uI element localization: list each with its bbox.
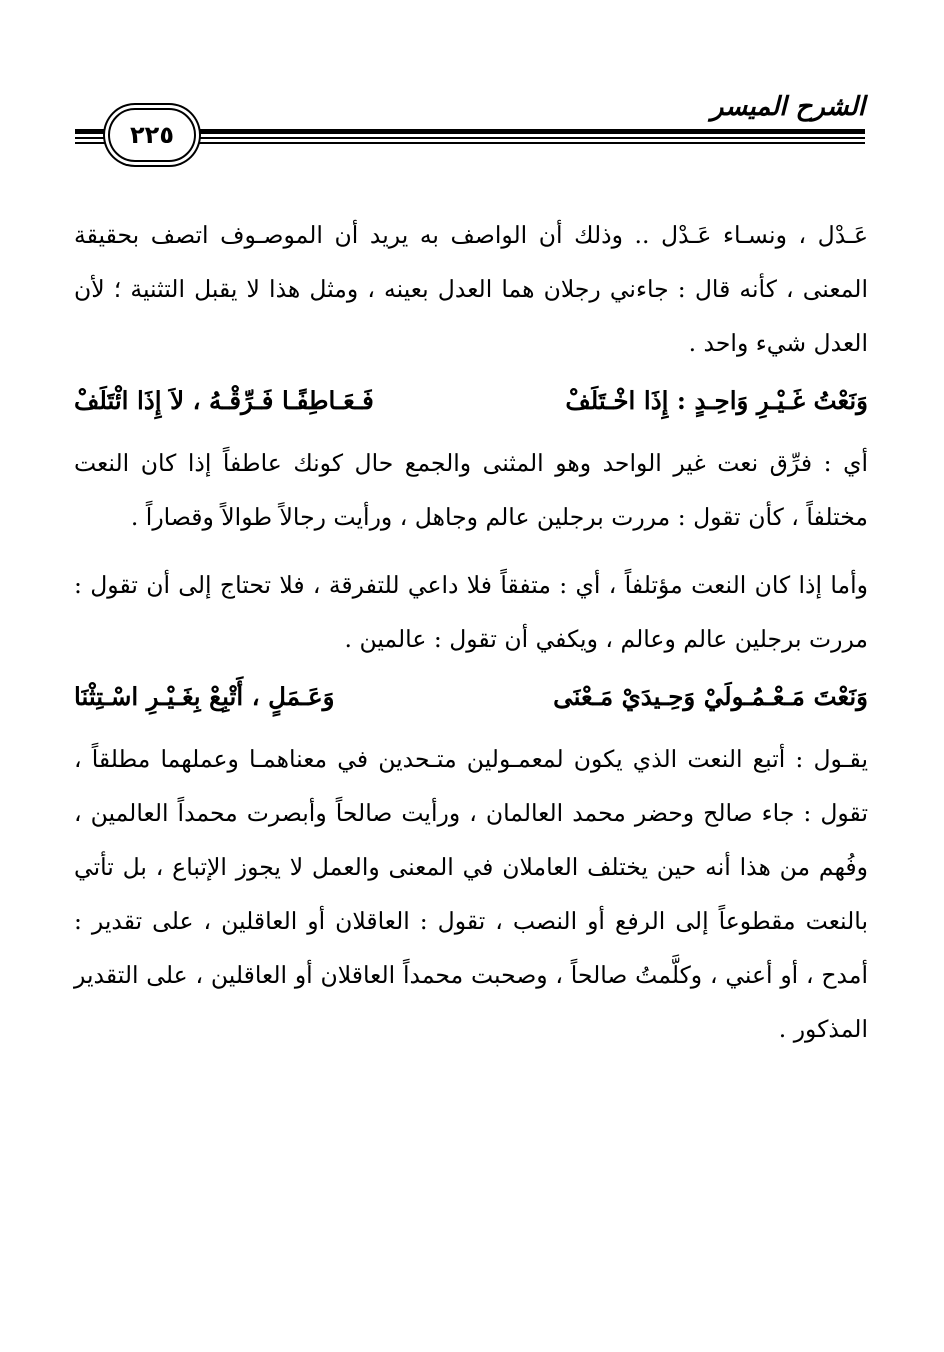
- verse-first-hemistich: وَنَعْتَ مَـعْـمُـولَيْ وَحِـيدَيْ مَـعْنَى: [553, 681, 868, 711]
- page-number-badge: [108, 108, 196, 162]
- commentary-paragraph: أي : فرِّق نعت غير الواحد وهو المثنى والجمع حال كونك عاطفاً إذا كان النعت مختلفاً ، كأن تقول : مررت برجلين عالم وجاهل ، ورأيت رجالاً طوالاً وقصاراً .: [74, 449, 868, 531]
- verse-second-hemistich: فَـعَـاطِفًـا فَـرِّقْـهُ ، لاَ إِذَا ائْتَلَفْ: [74, 385, 374, 415]
- poem-verse: [74, 666, 868, 726]
- commentary-paragraph: وأما إذا كان النعت مؤتلفاً ، أي : متفقاً فلا داعي للتفرقة ، فلا تحتاج إلى أن تقول : مررت برجلين عالم وعالم ، ويكفي أن تقول : عالمين .: [74, 571, 868, 653]
- commentary-paragraph: عَـدْل ، ونسـاء عَـدْل .. وذلك أن الواصف به يريد أن الموصـوف اتصف بحقيقة المعنى ، كأنه قال : جاءني رجلان هما العدل بعينه ، ومثل هذا لا يقبل التثنية ؛ لأن العدل شيء واحد .: [74, 221, 868, 357]
- verse-first-hemistich: وَنَعْتُ غَـيْـرِ وَاحِـدٍ : إِذَا اخْـتَلَفْ: [565, 385, 868, 415]
- commentary-paragraph: يقـول : أتبع النعت الذي يكون لمعمـولين متـحدين في معناهمـا وعملهما مطلقاً ، تقول : جاء صالح وحضر محمد العالمان ، ورأيت صالحاً وأبصرت محمداً العالمين ، وفُهم من هذا أنه حين يختلف العاملان في المعنى والعمل لا يجوز الإتباع ، بل تأتي بالنعت مقطوعاً إلى الرفع أو النصب ، تقول : العاقلان أو العاقلين ، على تقدير : أمدح ، أو أعني ، وكلَّمتُ صالحاً ، وصحبت محمداً العاقلان أو العاقلين ، على التقدير المذكور .: [74, 745, 868, 1043]
- poem-verse: [74, 370, 868, 430]
- page-body: [74, 208, 868, 1056]
- book-title: الشرح الميسر: [710, 92, 865, 122]
- verse-second-hemistich: وَعَـمَلٍ ، أَتْبِعْ بِغَـيْـرِ اسْـتِثْنَا: [74, 681, 335, 711]
- page-number: ٢٢٥: [130, 121, 174, 149]
- page-header: [75, 78, 865, 168]
